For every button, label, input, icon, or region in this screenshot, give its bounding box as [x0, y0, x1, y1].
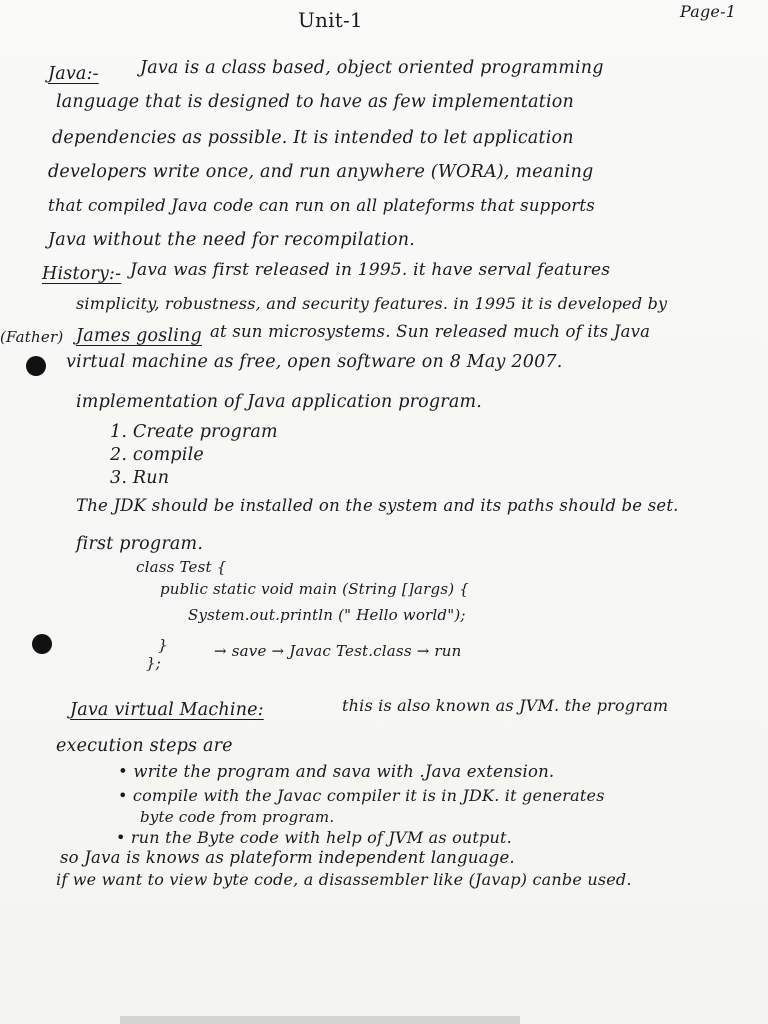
bullet-dot [26, 356, 46, 376]
jvm-heading: Java virtual Machine: [70, 700, 264, 720]
history-line-1: Java was first released in 1995. it have serval features [130, 260, 611, 280]
java-line-4: developers write once, and run anywhere (WORA), meaning [48, 162, 594, 182]
history-line-3: at sun microsystems. Sun released much of its Java [210, 322, 651, 341]
jvm-bullet-3: • run the Byte code with help of JVM as output. [116, 828, 512, 847]
jvm-line-1: this is also known as JVM. the program [342, 696, 669, 715]
code-line-1: class Test { [136, 558, 227, 576]
father-label: (Father) [0, 328, 64, 346]
jdk-note-line-2: first program. [76, 534, 204, 554]
code-line-2: public static void main (String []args) { [160, 580, 469, 598]
code-line-5: }; [146, 654, 161, 672]
java-line-5: that compiled Java code can run on all plateforms that supports [48, 196, 595, 215]
page-title: Unit-1 [298, 8, 363, 32]
code-line-4: } [158, 636, 168, 654]
step-3: 3. Run [110, 468, 170, 488]
history-heading: History:- [42, 264, 122, 284]
java-line-3: dependencies as possible. It is intended to let application [52, 128, 574, 148]
bullet-dot [32, 634, 52, 654]
jdk-note-line-1: The JDK should be installed on the system and its paths should be set. [76, 496, 679, 515]
page-shadow [120, 1016, 520, 1024]
jvm-bullet-1: • write the program and sava with .Java extension. [118, 762, 555, 781]
java-line-2: language that is designed to have as few implementation [56, 92, 574, 112]
implementation-heading: implementation of Java application program. [76, 392, 483, 412]
jvm-line-so: so Java is knows as plateform independent language. [60, 848, 515, 867]
code-line-3: System.out.println (" Hello world"); [188, 606, 466, 624]
history-line-2: simplicity, robustness, and security features. in 1995 it is developed by [76, 294, 668, 313]
java-line-6: Java without the need for recompilation. [48, 230, 416, 250]
jvm-line-2: execution steps are [56, 736, 233, 756]
page-number: Page-1 [680, 2, 737, 21]
java-line-1: Java is a class based, object oriented programming [140, 58, 604, 78]
history-line-4: virtual machine as free, open software on 8 May 2007. [66, 352, 563, 372]
compile-flow: → save → Javac Test.class → run [214, 642, 462, 660]
jvm-bullet-2-cont: byte code from program. [140, 808, 335, 826]
jvm-line-last: if we want to view byte code, a disassembler like (Javap) canbe used. [56, 870, 632, 889]
father-name: James gosling [76, 326, 202, 346]
step-1: 1. Create program [110, 422, 278, 442]
java-heading: Java:- [48, 64, 99, 84]
step-2: 2. compile [110, 445, 204, 465]
jvm-bullet-2: • compile with the Javac compiler it is in JDK. it generates [118, 786, 605, 805]
